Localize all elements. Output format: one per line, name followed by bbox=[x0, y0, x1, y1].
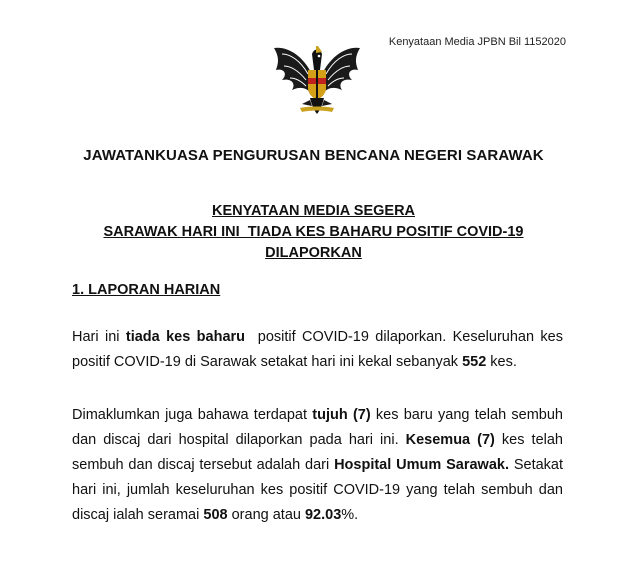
headline-line-2: SARAWAK HARI INI TIADA KES BAHARU POSITIF COVID-19 bbox=[103, 224, 524, 240]
headline bbox=[0, 201, 627, 264]
headline-line-1: KENYATAAN MEDIA SEGERA bbox=[211, 203, 416, 219]
section-title: 1. LAPORAN HARIAN bbox=[72, 282, 221, 298]
organisation-title: JAWATANKUASA PENGURUSAN BENCANA NEGERI SARAWAK bbox=[83, 147, 544, 164]
headline-line-3: DILAPORKAN bbox=[265, 245, 362, 261]
paragraph-recoveries: Dimaklumkan juga bahawa terdapat tujuh (7) kes baru yang telah sembuh dan discaj dari hospital dilaporkan pada hari ini. Kesemua (7) kes telah sembuh dan discaj tersebut adalah dari Hospital Umum Sarawak. Setakat hari ini, jumlah keseluruhan kes positif COVID-19 yang telah sembuh dan discaj ialah seramai 508 orang atau 92.03%. bbox=[72, 407, 564, 523]
sarawak-coat-of-arms-icon bbox=[272, 44, 362, 118]
paragraph-daily-report: Hari ini tiada kes baharu positif COVID-19 dilaporkan. Keseluruhan kes positif COVID-19 di Sarawak setakat hari ini kekal sebanyak 552 kes. bbox=[72, 329, 568, 370]
media-reference: Kenyataan Media JPBN Bil 1152020 bbox=[388, 36, 566, 48]
